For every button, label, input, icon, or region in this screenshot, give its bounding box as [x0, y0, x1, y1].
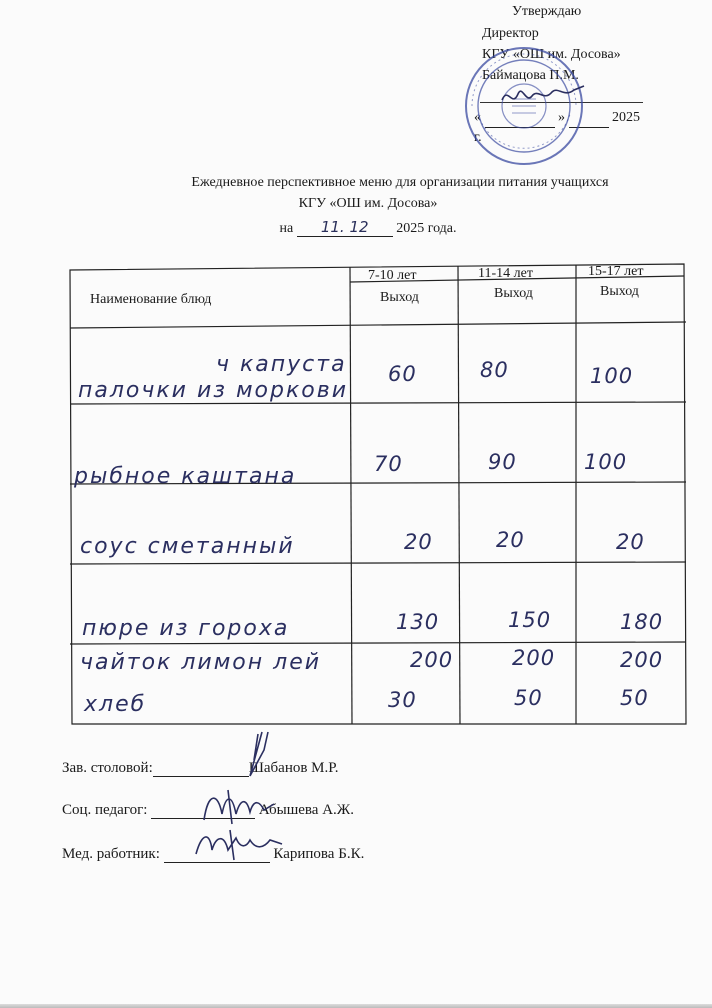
age-group-header-1: 7-10 лет	[368, 268, 417, 283]
staff-role-social-teacher: Соц. педагог:	[62, 802, 148, 818]
staff-role-medical-worker: Мед. работник:	[62, 846, 160, 862]
approval-date-quote-open: «	[474, 110, 481, 125]
value-row-4-7-10: 130	[396, 610, 440, 634]
director-signature	[498, 78, 588, 112]
staff-name-canteen-head: Шабанов М.Р.	[248, 760, 339, 776]
dish-row-6: хлеб	[84, 692, 147, 717]
dish-row-5: чайток лимон лей	[80, 650, 322, 675]
value-row-4-15-17: 180	[620, 610, 664, 634]
staff-name-social-teacher: Абышева А.Ж.	[258, 802, 354, 818]
value-row-1-11-14: 80	[480, 358, 509, 382]
menu-date-handwritten: 11. 12	[297, 218, 393, 237]
value-row-5-7-10: 200	[410, 648, 454, 672]
approval-role: Директор	[482, 26, 539, 41]
dish-row-2: рыбное каштана	[74, 464, 297, 489]
signature-line-canteen-head	[153, 760, 249, 777]
menu-date-suffix: 2025 года.	[396, 221, 457, 236]
value-row-2-15-17: 100	[584, 450, 628, 474]
menu-date-line	[12, 218, 712, 237]
approval-title: Утверждаю	[512, 4, 582, 19]
dish-row-3: соус сметанный	[80, 534, 295, 559]
menu-title-line-1: Ежедневное перспективное меню для организации питания учащихся	[191, 175, 609, 190]
value-row-6-15-17: 50	[620, 686, 649, 710]
output-header-3: Выход	[600, 284, 639, 299]
approval-director-name: Баймацова П.М.	[482, 68, 579, 83]
dish-row-1-line-2: палочки из моркови	[78, 378, 348, 403]
value-row-6-11-14: 50	[514, 686, 543, 710]
value-row-6-7-10: 30	[388, 688, 417, 712]
value-row-2-7-10: 70	[374, 452, 403, 476]
signature-medical-worker	[190, 826, 286, 866]
value-row-5-11-14: 200	[512, 646, 556, 670]
age-group-header-3: 15-17 лет	[588, 264, 644, 279]
menu-title-line-2: КГУ «ОШ им. Досова»	[298, 196, 438, 211]
value-row-3-7-10: 20	[404, 530, 433, 554]
menu-date-prefix: на	[279, 221, 294, 236]
value-row-1-7-10: 60	[388, 362, 417, 386]
approval-organization: КГУ «ОШ им. Досова»	[482, 47, 621, 62]
value-row-4-11-14: 150	[508, 608, 552, 632]
value-row-1-15-17: 100	[590, 364, 634, 388]
staff-role-canteen-head: Зав. столовой:	[62, 760, 153, 776]
value-row-3-15-17: 20	[616, 530, 645, 554]
value-row-5-15-17: 200	[620, 648, 664, 672]
staff-name-medical-worker: Карипова Б.К.	[273, 846, 365, 862]
dish-name-header: Наименование блюд	[90, 292, 212, 307]
age-group-header-2: 11-14 лет	[478, 266, 533, 281]
approval-date-year: 2025 г.	[474, 110, 640, 145]
output-header-2: Выход	[494, 286, 533, 301]
dish-row-1-line-1: ч капуста	[216, 352, 347, 377]
scan-bottom-edge	[0, 1004, 712, 1008]
staff-canteen-head	[62, 760, 338, 777]
value-row-2-11-14: 90	[488, 450, 517, 474]
dish-row-4: пюре из гороха	[82, 616, 290, 641]
approval-date-quote-close: »	[558, 110, 565, 125]
signature-social-teacher	[198, 784, 278, 828]
value-row-3-11-14: 20	[496, 528, 525, 552]
output-header-1: Выход	[380, 290, 419, 305]
menu-table	[68, 252, 688, 726]
signature-canteen-head	[236, 730, 280, 780]
